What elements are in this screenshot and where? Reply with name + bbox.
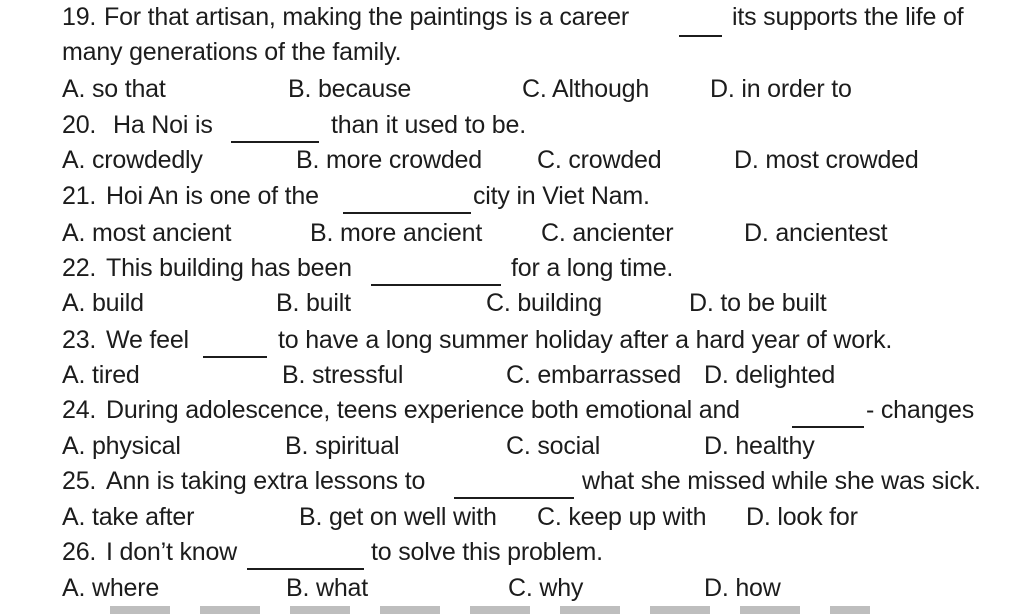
question-23 [0,325,1024,361]
option-d[interactable]: D. delighted [704,361,836,389]
question-stem-before: We feel [106,326,189,354]
question-number: 19. [62,3,97,31]
question-stem-before: Ha Noi is [113,111,213,139]
question-stem-before: Hoi An is one of the [106,182,319,210]
option-a[interactable]: A. crowdedly [62,146,203,174]
question-number: 23. [62,326,97,354]
options-22 [0,288,1024,324]
question-21 [0,181,1024,217]
question-stem-after: to solve this problem. [371,538,603,566]
options-21 [0,218,1024,254]
option-b[interactable]: B. spiritual [285,432,400,460]
question-stem-after: than it used to be. [331,111,526,139]
option-c[interactable]: C. ancienter [541,219,674,247]
question-stem-before: I don’t know [106,538,238,566]
option-d[interactable]: D. to be built [689,289,827,317]
answer-blank[interactable] [247,568,364,570]
option-a[interactable]: A. most ancient [62,219,232,247]
question-stem-after: what she missed while she was sick. [582,467,981,495]
question-stem-after: its supports the life of [732,3,964,31]
options-19 [0,74,1024,110]
answer-blank[interactable] [792,426,864,428]
option-b[interactable]: B. what [286,574,368,602]
question-24 [0,395,1024,431]
option-b[interactable]: B. stressful [282,361,404,389]
options-23 [0,360,1024,396]
option-a[interactable]: A. tired [62,361,140,389]
option-d[interactable]: D. ancientest [744,219,888,247]
question-number: 26. [62,538,97,566]
question-stem-after: for a long time. [511,254,674,282]
option-d[interactable]: D. healthy [704,432,815,460]
option-d[interactable]: D. most crowded [734,146,919,174]
cut-off-next-line [110,606,870,614]
question-stem-after: to have a long summer holiday after a hard year of work. [278,326,893,354]
question-number: 21. [62,182,97,210]
option-b[interactable]: B. because [288,75,412,103]
option-c[interactable]: C. why [508,574,584,602]
option-c[interactable]: C. building [486,289,602,317]
options-25 [0,502,1024,538]
option-d[interactable]: D. how [704,574,781,602]
question-19-line2 [0,37,1024,73]
question-stem-before: This building has been [106,254,352,282]
answer-blank[interactable] [343,212,471,214]
option-b[interactable]: B. more crowded [296,146,482,174]
option-c[interactable]: C. crowded [537,146,662,174]
option-d[interactable]: D. look for [746,503,858,531]
option-a[interactable]: A. take after [62,503,195,531]
option-c[interactable]: C. embarrassed [506,361,682,389]
option-b[interactable]: B. built [276,289,351,317]
question-stem-before: During adolescence, teens experience both emotional and [106,396,740,424]
question-stem-continued: many generations of the family. [62,38,402,66]
options-20 [0,145,1024,181]
option-a[interactable]: A. build [62,289,144,317]
question-22 [0,253,1024,289]
options-26 [0,573,1024,609]
question-20 [0,110,1024,146]
answer-blank[interactable] [203,356,267,358]
question-stem-after: - changes [866,396,974,424]
question-25 [0,466,1024,502]
question-26 [0,537,1024,573]
option-b[interactable]: B. more ancient [310,219,483,247]
question-number: 20. [62,111,97,139]
question-number: 24. [62,396,97,424]
option-c[interactable]: C. keep up with [537,503,707,531]
option-a[interactable]: A. where [62,574,160,602]
option-c[interactable]: C. social [506,432,601,460]
question-19 [0,2,1024,38]
option-a[interactable]: A. physical [62,432,181,460]
option-d[interactable]: D. in order to [710,75,852,103]
answer-blank[interactable] [231,141,319,143]
question-number: 22. [62,254,97,282]
answer-blank[interactable] [454,497,574,499]
option-b[interactable]: B. get on well with [299,503,497,531]
option-c[interactable]: C. Although [522,75,650,103]
question-stem-after: city in Viet Nam. [473,182,650,210]
question-stem-before: For that artisan, making the paintings is a career [104,3,629,31]
question-number: 25. [62,467,97,495]
options-24 [0,431,1024,467]
option-a[interactable]: A. so that [62,75,166,103]
question-stem-before: Ann is taking extra lessons to [106,467,426,495]
answer-blank[interactable] [371,284,501,286]
